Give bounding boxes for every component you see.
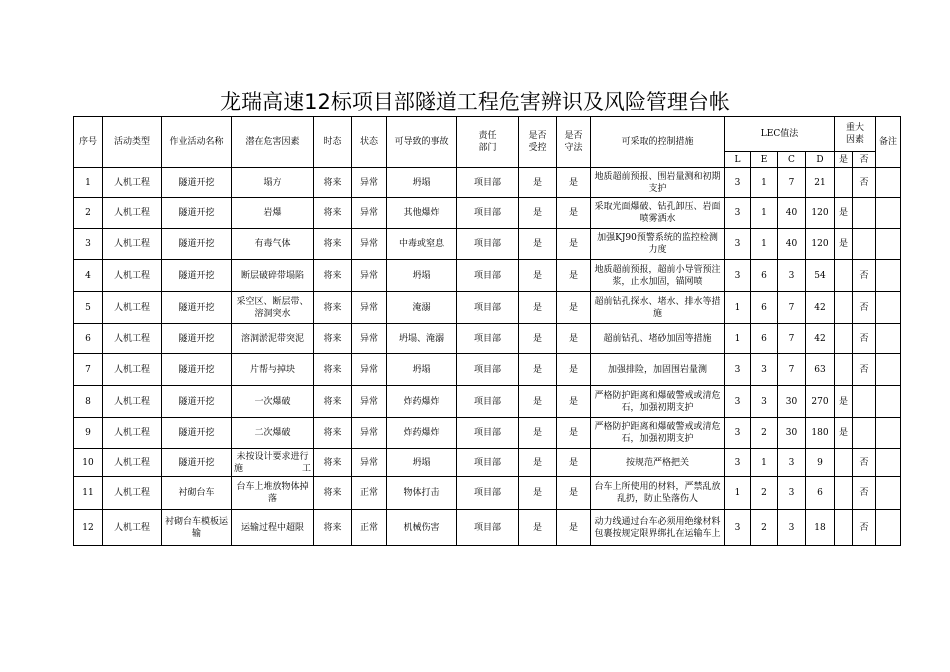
remark-cell <box>876 510 901 546</box>
major-yes-cell <box>835 292 853 324</box>
major-no-cell <box>853 229 876 260</box>
activity-name-cell: 隧道开挖 <box>162 260 232 292</box>
measures-cell: 采取光面爆破、钻孔卸压、岩面喷雾洒水 <box>591 198 725 229</box>
c-value-cell: 40 <box>778 229 806 260</box>
l-value-cell: 1 <box>725 292 751 324</box>
c-value-cell: 7 <box>778 354 806 386</box>
d-value-cell: 54 <box>806 260 835 292</box>
tense-cell: 将来 <box>314 418 352 449</box>
activity-type-cell: 人机工程 <box>103 292 162 324</box>
major-no-cell <box>853 386 876 418</box>
activity-name-cell: 衬砌台车 <box>162 477 232 510</box>
accident-cell: 淹溺 <box>387 292 457 324</box>
dept-cell: 项目部 <box>457 168 519 198</box>
compliant-cell: 是 <box>557 168 591 198</box>
activity-name-cell: 衬砌台车模板运输 <box>162 510 232 546</box>
seq-cell: 9 <box>74 418 103 449</box>
state-cell: 异常 <box>352 168 387 198</box>
activity-name-cell: 隧道开挖 <box>162 198 232 229</box>
activity-name-cell: 隧道开挖 <box>162 229 232 260</box>
c-value-cell: 3 <box>778 477 806 510</box>
activity-name-cell: 隧道开挖 <box>162 168 232 198</box>
tense-cell: 将来 <box>314 510 352 546</box>
l-value-cell: 3 <box>725 354 751 386</box>
e-value-cell: 6 <box>751 324 778 354</box>
table-row <box>74 477 901 510</box>
major-yes-cell <box>835 354 853 386</box>
major-yes-cell: 是 <box>835 386 853 418</box>
header-controlled: 是否受控 <box>519 117 557 168</box>
tense-cell: 将来 <box>314 229 352 260</box>
d-value-cell: 270 <box>806 386 835 418</box>
l-value-cell: 1 <box>725 324 751 354</box>
hazard-cell: 运输过程中超限 <box>232 510 314 546</box>
hazard-cell: 溶洞淤泥带突泥 <box>232 324 314 354</box>
seq-cell: 3 <box>74 229 103 260</box>
hazard-cell: 断层破碎带塌陷 <box>232 260 314 292</box>
dept-cell: 项目部 <box>457 324 519 354</box>
compliant-cell: 是 <box>557 418 591 449</box>
state-cell: 异常 <box>352 449 387 477</box>
major-no-cell: 否 <box>853 168 876 198</box>
state-cell: 异常 <box>352 354 387 386</box>
dept-cell: 项目部 <box>457 418 519 449</box>
major-no-cell: 否 <box>853 477 876 510</box>
compliant-cell: 是 <box>557 229 591 260</box>
state-cell: 异常 <box>352 198 387 229</box>
d-value-cell: 9 <box>806 449 835 477</box>
hazard-cell: 二次爆破 <box>232 418 314 449</box>
hazard-cell: 一次爆破 <box>232 386 314 418</box>
measures-cell: 按规范严格把关 <box>591 449 725 477</box>
header-state: 状态 <box>352 117 387 168</box>
accident-cell: 坍塌、淹溺 <box>387 324 457 354</box>
major-yes-cell <box>835 510 853 546</box>
major-no-cell: 否 <box>853 260 876 292</box>
accident-cell: 坍塌 <box>387 449 457 477</box>
activity-type-cell: 人机工程 <box>103 386 162 418</box>
table-row <box>74 324 901 354</box>
activity-type-cell: 人机工程 <box>103 477 162 510</box>
header-c: C <box>778 152 806 168</box>
measures-cell: 台车上所使用的材料，严禁乱放乱扔，防止坠落伤人 <box>591 477 725 510</box>
tense-cell: 将来 <box>314 477 352 510</box>
table-row <box>74 510 901 546</box>
major-no-cell: 否 <box>853 354 876 386</box>
major-yes-cell <box>835 260 853 292</box>
hazard-cell: 未按设计要求进行施工 <box>232 449 314 477</box>
state-cell: 异常 <box>352 229 387 260</box>
seq-cell: 7 <box>74 354 103 386</box>
activity-type-cell: 人机工程 <box>103 510 162 546</box>
tense-cell: 将来 <box>314 198 352 229</box>
header-d: D <box>806 152 835 168</box>
compliant-cell: 是 <box>557 386 591 418</box>
major-no-cell <box>853 418 876 449</box>
e-value-cell: 2 <box>751 477 778 510</box>
header-seq: 序号 <box>74 117 103 168</box>
d-value-cell: 42 <box>806 292 835 324</box>
seq-cell: 10 <box>74 449 103 477</box>
hazard-cell: 有毒气体 <box>232 229 314 260</box>
remark-cell <box>876 418 901 449</box>
remark-cell <box>876 477 901 510</box>
activity-type-cell: 人机工程 <box>103 229 162 260</box>
measures-cell: 超前钻孔、堵砂加固等措施 <box>591 324 725 354</box>
e-value-cell: 2 <box>751 418 778 449</box>
controlled-cell: 是 <box>519 198 557 229</box>
seq-cell: 1 <box>74 168 103 198</box>
controlled-cell: 是 <box>519 324 557 354</box>
compliant-cell: 是 <box>557 260 591 292</box>
accident-cell: 坍塌 <box>387 354 457 386</box>
d-value-cell: 120 <box>806 229 835 260</box>
major-yes-cell <box>835 168 853 198</box>
e-value-cell: 1 <box>751 449 778 477</box>
dept-cell: 项目部 <box>457 260 519 292</box>
measures-cell: 严格防护距离和爆破警戒或清危石，加强初期支护 <box>591 386 725 418</box>
remark-cell <box>876 324 901 354</box>
l-value-cell: 3 <box>725 510 751 546</box>
compliant-cell: 是 <box>557 477 591 510</box>
l-value-cell: 3 <box>725 449 751 477</box>
accident-cell: 中毒或窒息 <box>387 229 457 260</box>
activity-type-cell: 人机工程 <box>103 449 162 477</box>
seq-cell: 8 <box>74 386 103 418</box>
tense-cell: 将来 <box>314 386 352 418</box>
c-value-cell: 3 <box>778 510 806 546</box>
tense-cell: 将来 <box>314 449 352 477</box>
activity-name-cell: 隧道开挖 <box>162 354 232 386</box>
major-no-cell: 否 <box>853 449 876 477</box>
measures-cell: 严格防护距离和爆破警戒或清危石，加强初期支护 <box>591 418 725 449</box>
controlled-cell: 是 <box>519 477 557 510</box>
d-value-cell: 6 <box>806 477 835 510</box>
e-value-cell: 2 <box>751 510 778 546</box>
l-value-cell: 3 <box>725 418 751 449</box>
compliant-cell: 是 <box>557 354 591 386</box>
controlled-cell: 是 <box>519 449 557 477</box>
seq-cell: 2 <box>74 198 103 229</box>
header-remarks: 备注 <box>876 117 901 168</box>
remark-cell <box>876 292 901 324</box>
accident-cell: 机械伤害 <box>387 510 457 546</box>
major-no-cell: 否 <box>853 324 876 354</box>
table-row <box>74 418 901 449</box>
c-value-cell: 30 <box>778 386 806 418</box>
dept-cell: 项目部 <box>457 229 519 260</box>
state-cell: 正常 <box>352 510 387 546</box>
state-cell: 异常 <box>352 260 387 292</box>
remark-cell <box>876 354 901 386</box>
state-cell: 异常 <box>352 418 387 449</box>
activity-name-cell: 隧道开挖 <box>162 449 232 477</box>
e-value-cell: 3 <box>751 354 778 386</box>
controlled-cell: 是 <box>519 510 557 546</box>
accident-cell: 坍塌 <box>387 260 457 292</box>
controlled-cell: 是 <box>519 229 557 260</box>
dept-cell: 项目部 <box>457 386 519 418</box>
activity-name-cell: 隧道开挖 <box>162 292 232 324</box>
hazard-cell: 片帮与掉块 <box>232 354 314 386</box>
header-dept: 责任部门 <box>457 117 519 168</box>
measures-cell: 地质超前预报，超前小导管预注浆，止水加固，锚网喷 <box>591 260 725 292</box>
remark-cell <box>876 449 901 477</box>
controlled-cell: 是 <box>519 354 557 386</box>
major-yes-cell <box>835 449 853 477</box>
d-value-cell: 42 <box>806 324 835 354</box>
tense-cell: 将来 <box>314 324 352 354</box>
l-value-cell: 1 <box>725 477 751 510</box>
dept-cell: 项目部 <box>457 510 519 546</box>
c-value-cell: 40 <box>778 198 806 229</box>
state-cell: 正常 <box>352 477 387 510</box>
header-activity-name: 作业活动名称 <box>162 117 232 168</box>
header-compliant: 是否守法 <box>557 117 591 168</box>
table-row <box>74 198 901 229</box>
compliant-cell: 是 <box>557 198 591 229</box>
table-row <box>74 168 901 198</box>
accident-cell: 炸药爆炸 <box>387 386 457 418</box>
header-accident: 可导致的事故 <box>387 117 457 168</box>
e-value-cell: 6 <box>751 260 778 292</box>
table-body <box>74 168 901 546</box>
major-yes-cell: 是 <box>835 198 853 229</box>
tense-cell: 将来 <box>314 168 352 198</box>
activity-name-cell: 隧道开挖 <box>162 324 232 354</box>
c-value-cell: 7 <box>778 324 806 354</box>
activity-type-cell: 人机工程 <box>103 198 162 229</box>
activity-type-cell: 人机工程 <box>103 260 162 292</box>
tense-cell: 将来 <box>314 260 352 292</box>
e-value-cell: 1 <box>751 198 778 229</box>
compliant-cell: 是 <box>557 449 591 477</box>
header-measures: 可采取的控制措施 <box>591 117 725 168</box>
accident-cell: 物体打击 <box>387 477 457 510</box>
c-value-cell: 30 <box>778 418 806 449</box>
accident-cell: 坍塌 <box>387 168 457 198</box>
hazard-cell: 采空区、断层带、溶洞突水 <box>232 292 314 324</box>
header-activity-type: 活动类型 <box>103 117 162 168</box>
remark-cell <box>876 260 901 292</box>
tense-cell: 将来 <box>314 354 352 386</box>
activity-name-cell: 隧道开挖 <box>162 386 232 418</box>
accident-cell: 其他爆炸 <box>387 198 457 229</box>
table-header <box>74 117 901 168</box>
activity-type-cell: 人机工程 <box>103 168 162 198</box>
measures-cell: 加强KJ90预警系统的监控检测力度 <box>591 229 725 260</box>
major-yes-cell: 是 <box>835 418 853 449</box>
header-e: E <box>751 152 778 168</box>
seq-cell: 5 <box>74 292 103 324</box>
header-major: 重大因素 <box>835 117 876 152</box>
measures-cell: 超前钻孔探水、堵水、排水等措施 <box>591 292 725 324</box>
controlled-cell: 是 <box>519 292 557 324</box>
dept-cell: 项目部 <box>457 449 519 477</box>
activity-type-cell: 人机工程 <box>103 354 162 386</box>
l-value-cell: 3 <box>725 386 751 418</box>
header-major-no: 否 <box>853 152 876 168</box>
e-value-cell: 1 <box>751 229 778 260</box>
table-row <box>74 260 901 292</box>
l-value-cell: 3 <box>725 168 751 198</box>
seq-cell: 12 <box>74 510 103 546</box>
hazard-cell: 塌方 <box>232 168 314 198</box>
remark-cell <box>876 168 901 198</box>
seq-cell: 4 <box>74 260 103 292</box>
c-value-cell: 7 <box>778 168 806 198</box>
header-hazard: 潜在危害因素 <box>232 117 314 168</box>
c-value-cell: 3 <box>778 260 806 292</box>
l-value-cell: 3 <box>725 260 751 292</box>
l-value-cell: 3 <box>725 198 751 229</box>
controlled-cell: 是 <box>519 168 557 198</box>
table-row <box>74 449 901 477</box>
controlled-cell: 是 <box>519 418 557 449</box>
dept-cell: 项目部 <box>457 198 519 229</box>
dept-cell: 项目部 <box>457 477 519 510</box>
e-value-cell: 6 <box>751 292 778 324</box>
c-value-cell: 7 <box>778 292 806 324</box>
c-value-cell: 3 <box>778 449 806 477</box>
activity-type-cell: 人机工程 <box>103 418 162 449</box>
e-value-cell: 3 <box>751 386 778 418</box>
header-lec: LEC值法 <box>725 117 835 152</box>
major-no-cell <box>853 198 876 229</box>
dept-cell: 项目部 <box>457 292 519 324</box>
d-value-cell: 120 <box>806 198 835 229</box>
risk-ledger-table <box>73 116 901 546</box>
l-value-cell: 3 <box>725 229 751 260</box>
remark-cell <box>876 386 901 418</box>
d-value-cell: 180 <box>806 418 835 449</box>
major-no-cell: 否 <box>853 292 876 324</box>
seq-cell: 6 <box>74 324 103 354</box>
compliant-cell: 是 <box>557 292 591 324</box>
seq-cell: 11 <box>74 477 103 510</box>
activity-name-cell: 隧道开挖 <box>162 418 232 449</box>
measures-cell: 地质超前预报、围岩量测和初期支护 <box>591 168 725 198</box>
activity-type-cell: 人机工程 <box>103 324 162 354</box>
compliant-cell: 是 <box>557 510 591 546</box>
header-l: L <box>725 152 751 168</box>
d-value-cell: 18 <box>806 510 835 546</box>
d-value-cell: 63 <box>806 354 835 386</box>
accident-cell: 炸药爆炸 <box>387 418 457 449</box>
state-cell: 异常 <box>352 292 387 324</box>
tense-cell: 将来 <box>314 292 352 324</box>
header-major-yes: 是 <box>835 152 853 168</box>
state-cell: 异常 <box>352 386 387 418</box>
hazard-cell: 台车上堆放物体掉落 <box>232 477 314 510</box>
remark-cell <box>876 229 901 260</box>
measures-cell: 动力线通过台车必须用绝缘材料包裹按规定限界绑扎在运输车上 <box>591 510 725 546</box>
major-yes-cell <box>835 324 853 354</box>
header-tense: 时态 <box>314 117 352 168</box>
controlled-cell: 是 <box>519 260 557 292</box>
remark-cell <box>876 198 901 229</box>
compliant-cell: 是 <box>557 324 591 354</box>
table-row <box>74 292 901 324</box>
d-value-cell: 21 <box>806 168 835 198</box>
major-yes-cell <box>835 477 853 510</box>
state-cell: 异常 <box>352 324 387 354</box>
e-value-cell: 1 <box>751 168 778 198</box>
controlled-cell: 是 <box>519 386 557 418</box>
table-row <box>74 386 901 418</box>
page-title: 龙瑞高速12标项目部隧道工程危害辨识及风险管理台帐 <box>220 90 730 114</box>
measures-cell: 加强排险，加固围岩量测 <box>591 354 725 386</box>
table-row <box>74 354 901 386</box>
table-row <box>74 229 901 260</box>
major-no-cell: 否 <box>853 510 876 546</box>
dept-cell: 项目部 <box>457 354 519 386</box>
major-yes-cell: 是 <box>835 229 853 260</box>
hazard-cell: 岩爆 <box>232 198 314 229</box>
